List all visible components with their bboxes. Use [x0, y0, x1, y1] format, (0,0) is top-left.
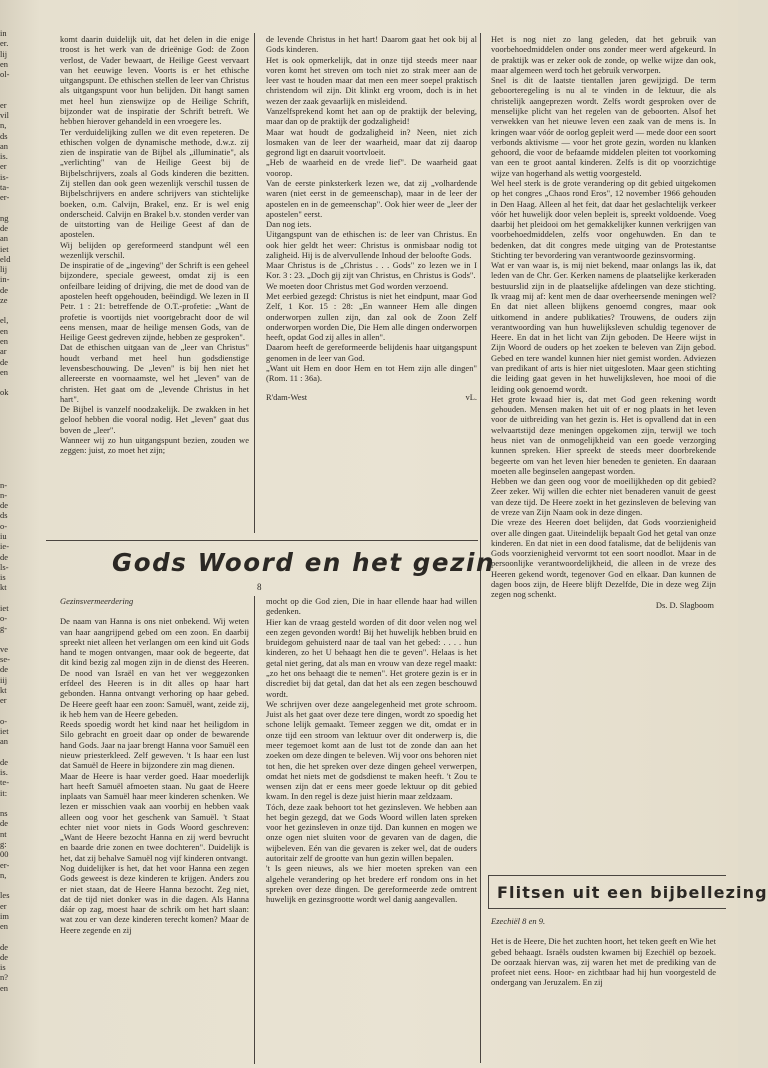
bottom-middle-paragraph: Hier kan de vraag gesteld worden of dit door velen nog wel een zegen gevonden wordt! Bij het huwelijk hebben bruid en bruidegom gehuisterd naar de taal van het gebed: . . . . hun kinderen, zo het U behaagt hen die te geven". Helaas is het getal niet gering, dat als man en vrouw van deze regel maakt: „zo het ons behaagt die te nemen". Het grotere gezin is er in discrediet bij dat getal, dan dat het als een zegen beschouwd wordt. — [266, 616, 477, 699]
margin-fragment: ls- — [0, 561, 9, 572]
margin-fragment: en — [0, 335, 9, 346]
margin-fragment: ta- — [0, 181, 10, 192]
margin-fragment: ol- — [0, 69, 10, 80]
margin-fragment: ze — [0, 294, 8, 305]
margin-fragment: n- — [0, 489, 8, 500]
top-middle-paragraph: Met eerbied gezegd: Christus is niet het eindpunt, maar God Zelf, 1 Kor. 15 : 28: „En wanneer Hem alle dingen onderworpen zullen zijn, dan zal ook de Zoon Zelf onderworpen worden Die, Die Hem alle dingen onderworpen heeft, opdat God zij alles in allen". — [266, 291, 477, 343]
right-column-paragraph: Wat er van waar is, is mij niet bekend, maar onlangs las ik, dat leden van de Chr. Ger. Kerken namens de plaatselijke kerkeraden bestuurslid zijn in de plaatselijke afdelingen van deze stichting. Ik vraag mij af: kent men de daar overheersende meningen wel? En dat niet alleen blijkens genoemd congres, maar ook uitkomend in andere publikaties? Trouwens, de ouders zijn verantwoording van hun huwelijksleven schuldig tegenover de Heere. En dat in het licht van Zijn geboden. De Heere wijst in Zijn Woord de ouders op het zoeken te beleven van Zijn gebod. Gebed en tere wandel kunnen hier niet gemist worden. Adviezen van predikant of arts is hier niet uitgesloten. Maar geen stichting die leiding gaat geven in het huwelijksleven, hoe mooi of die leiding ook genoemd wordt. — [491, 260, 716, 394]
margin-fragment: ie- — [0, 541, 10, 552]
flitsen-title: Flitsen uit een bijbellezing — [497, 883, 768, 902]
top-middle-paragraph: Het is ook opmerkelijk, dat in onze tijd steeds meer naar voren komt het streven om toch niet zo strak meer aan de leer vast te houden maar dat men een meer soepel praktisch christendom wil zijn. Dit klinkt erg vroom, doch is in het wezen der zaak gevaarlijk en misleidend. — [266, 54, 477, 106]
top-middle-paragraph: „Heb de waarheid en de vrede lief". De waarheid gaat voorop. — [266, 157, 477, 178]
margin-fragment: les — [0, 890, 10, 901]
section-rule — [46, 540, 478, 541]
margin-fragment: de — [0, 941, 9, 952]
margin-fragment: de — [0, 223, 9, 234]
margin-fragment — [0, 706, 16, 716]
margin-fragment: eld — [0, 253, 11, 264]
section-label: Gezinsvermeerdering — [60, 596, 134, 606]
margin-fragment: ds — [0, 130, 8, 141]
top-middle-paragraph: Uitgangspunt van de ethischen is: de leer van Christus. En ook hier geldt het weer: Christus is onmisbaar nodig tot zaligheid. Hij is de alvervullende Inhoud der beloofte Gods. — [266, 229, 477, 260]
margin-fragment: ns — [0, 808, 8, 819]
top-middle-paragraph: „Want uit Hem en door Hem en tot Hem zijn alle dingen" (Rom. 11 : 36a). — [266, 363, 477, 384]
right-column-paragraph: Hebben we dan geen oog voor de moeilijkheden op dit gebied? Zeer zeker. Wij willen die echter niet benaderen vanuit de geest van deze tijd. De Heere zoekt in het gezinsleven de beleving van de vreze van Zijn Naam ook in deze dingen. — [491, 476, 716, 517]
margin-fragment: n? — [0, 972, 9, 983]
top-middle-paragraph: Maar Christus is de „Christus . . . Gods" zo lezen we in I Kor. 3 : 23. „Doch gij zijt van Christus, en Christus is Gods". — [266, 260, 477, 281]
bottom-middle-paragraph: 't Is geen nieuws, als we hier moeten spreken van een algehele verandering op het bredere erf rondom ons in het spreken over deze dingen. De gereformeerde zede omtrent huwelijk en gezinsgrootte wordt wel danig aangevallen. — [266, 863, 477, 905]
margin-fragment: en — [0, 921, 9, 932]
margin-fragment — [0, 408, 16, 418]
top-middle-paragraph: We moeten door Christus met God worden verzoend. — [266, 280, 449, 291]
margin-fragment — [0, 880, 16, 890]
left-margin-fragments — [0, 28, 16, 1068]
margin-fragment: im — [0, 910, 10, 921]
margin-fragment: g: — [0, 838, 7, 849]
margin-fragment: de — [0, 284, 9, 295]
margin-fragment: er — [0, 161, 7, 172]
top-middle-column — [266, 34, 477, 536]
bottom-left-paragraph: Reeds spoedig wordt het kind naar het heiligdom in Silo gebracht en groeit daar op onder de bewarende hand Gods. Jaar na jaar brengt Hanna voor Samuël een nieuw priesterkleed. Zelf geweven. 't Is haar een lust dat Samuël de Heere in bijzondere zin mag dienen. — [60, 719, 249, 771]
margin-fragment — [0, 398, 16, 408]
margin-fragment: er — [0, 695, 7, 706]
margin-fragment — [0, 593, 16, 603]
margin-fragment: an — [0, 233, 9, 244]
margin-fragment: ar — [0, 346, 7, 357]
margin-fragment: it: — [0, 787, 8, 798]
margin-fragment: ds — [0, 510, 8, 521]
top-middle-paragraph: Daarom heeft de gereformeerde belijdenis haar uitgangspunt genomen in de leer van God. — [266, 342, 477, 363]
section-title: Gods Woord en het gezin — [112, 548, 496, 577]
margin-fragment — [0, 931, 16, 941]
margin-fragment: in- — [0, 274, 10, 285]
margin-fragment — [0, 203, 16, 213]
right-column-paragraph: Snel is dit de laatste tientallen jaren gewijzigd. De term geboorteregeling is nu al te vinden in de lektuur, die als christelijk aangeprezen wordt. Zelfs wordt gesproken over de menselijke plicht van het regelen van de geboorten. Alsof het verwekken van het nieuwe leven een zaak van de mens is. In kringen waar vóór de oorlog gepleit werd — mede door een soort verbonds aktivisme — voor het grote gezin, worden nu klanken gehoord, die voor de befaamde middelen pleiten tot voorkoming van een te groot aantal kinderen. Zelfs is dit op voorzichtige wijze van hogerhand als wettig voorgesteld. — [491, 75, 716, 178]
margin-fragment: is — [0, 572, 6, 583]
margin-fragment — [0, 469, 16, 479]
top-left-column — [60, 34, 249, 536]
top-middle-paragraph: Maar wat houdt de godzaligheid in? Neen, niet zich losmaken van de leer der waarheid, maar dat zij daarop gegrond ligt en daaruit voortvloeit. — [266, 126, 477, 158]
margin-fragment: se- — [0, 654, 10, 665]
top-middle-paragraph: Van de eerste pinksterkerk lezen we, dat zij „volhardende waren (niet eerst in de gemeenschap), maar in de leer der apostelen en in de gemeenschap". Ook hier weer de „leer der apostelen" eerst. — [266, 177, 477, 219]
top-left-paragraph: Ter verduidelijking zullen we dit even repeteren. De ethischen volgen de dynamische methode, d.w.z. zij zien de inspiratie van de Bijbel als „illuminatie", als „verlichting" van de Heilige Geest bij de Bijbelschrijvers, zoals al Gods kinderen die bezitten. Zij stellen dan ook geen wezenlijk verschil tussen de Bijbelschrijvers en andere schrijvers van stichtelijke boeken, o.m. Calvijn, Brakel, enz. Er is wel enig onderscheid. Calvijn en Brakel b.v. stonden verder van de uitstorting van de Heilige Geest af dan de apostelen. — [60, 126, 249, 240]
bottom-left-paragraph: Nog duidelijker is het, dat het voor Hanna een zegen Gods geweest is deze kinderen te krijgen. Anders zou er niet staan, dat de Heere Hanna bezocht. Zeg niet, dat de tijd niet donker was in die dagen. Als Hanna dáár op zag, moest haar de schrik om het hart slaan: wat zou er van deze kinderen terecht komen? Maar de Heere zegende en zij — [60, 863, 249, 935]
margin-fragment: ng — [0, 212, 9, 223]
margin-fragment: iet — [0, 602, 9, 613]
margin-fragment: er. — [0, 38, 9, 49]
margin-fragment — [0, 79, 16, 89]
margin-fragment: is- — [0, 171, 9, 182]
column-divider-top-1 — [254, 33, 255, 533]
margin-fragment: en — [0, 325, 9, 336]
margin-fragment: n, — [0, 120, 7, 131]
margin-fragment: an — [0, 140, 9, 151]
margin-fragment: de — [0, 356, 9, 367]
bottom-middle-paragraph: We schrijven over deze aangelegenheid met grote schroom. Juist als het gaat over deze tere dingen, wordt zo spoedig het schone lelijk gemaakt. Temeer zeggen we dit, omdat er in onze tijd een stroom van lektuur over dit onderwerp is, die meer tegemoet komt aan de lust tot de zonde dan aan het zoeken om deze dingen te beleven. Wij voor ons behoren niet tot hen, die het spreken over deze dingen geheel verwerpen, omdat het niets met de godsdienst te maken heeft. 't Zou te wensen zijn dat er eens meer goede lektuur op dit gebied kwam. In den regel is deze juist hierin maar zeldzaam. — [266, 698, 477, 802]
bottom-middle-paragraph: mocht op die God zien, Die in haar ellende haar had willen gedenken. — [266, 596, 477, 617]
margin-fragment: n, — [0, 869, 7, 880]
margin-fragment: is. — [0, 767, 8, 778]
margin-fragment: en — [0, 366, 9, 377]
margin-fragment: de — [0, 951, 9, 962]
margin-fragment: kt — [0, 685, 7, 695]
margin-fragment — [0, 439, 16, 449]
margin-fragment — [0, 428, 16, 438]
margin-fragment: 00 — [0, 849, 9, 860]
margin-fragment: de — [0, 664, 9, 675]
margin-fragment: lij — [0, 264, 8, 275]
right-signature: Ds. D. Slagboom — [655, 600, 714, 611]
top-left-paragraph: De inspiratie of de „ingeving" der Schrift is een geheel bijzondere, speciale geweest, omdat zij is een onfeilbare leiding of drijving, die met de dood van de apostelen heeft opgehouden, beëindigd. We lezen in II Petr. 1 : 21: betreffende de O.T.-profetie: „Want de profetie is voortijds niet voortgebracht door de wil eens mensen, maar de heilige mensen Gods, van de Heilige Geest gedreven zijnde, hebben ze gesproken". — [60, 260, 249, 343]
right-column-paragraph: Wel heel sterk is de grote verandering op dit gebied uitgekomen op het congres „Chaos rond Eros", 12 november 1966 gehouden in Den Haag. Alleen al het feit, dat daar het geslachtelijk verkeer vóór het huwelijk door velen bepleit is, spreekt voldoende. Voeg daarbij het pleidooi om het gemakkelijker kunnen verkrijgen van voorbehoedmiddelen, zelfs voor ongehuwden. En dan te bedenken, dat dit congres mede uitging van de Protestantse Stichting ter bevordering van verantwoorde gezinsvorming. — [491, 177, 716, 260]
margin-fragment — [0, 459, 16, 469]
margin-fragment: iu — [0, 531, 7, 542]
margin-fragment: iij — [0, 674, 8, 685]
bottom-left-column — [60, 596, 249, 1064]
signature-initials: vL. — [465, 391, 477, 402]
margin-fragment — [0, 90, 16, 100]
flitsen-title-box — [488, 875, 768, 909]
margin-fragment: er- — [0, 192, 10, 203]
right-column-paragraph: Het grote kwaad hier is, dat met God geen rekening wordt gehouden. Mensen maken het uit of er nog plaats in het leven voor de uitbreiding van het gezin is. Het is opvallend dat in een welvaartstijd deze meningen opgekomen zijn, terwijl we toch heus niet van de onmogelijkheid van een goede verzorging kunnen spreken. Hier spreekt de steeds meer doorbrekende begeerte om van het leven hier beneden te genieten. En daaraan moeten alle beginselen aangepast worden. — [491, 393, 716, 476]
margin-fragment: en — [0, 58, 9, 69]
margin-fragment — [0, 305, 16, 315]
column-divider-bottom-1 — [254, 596, 255, 1064]
bottom-left-paragraph: Maar de Heere is haar verder goed. Haar moederlijk hart heeft Samuël afmoeten staan. Nu gaat de Heere inplaats van Samuël haar meer kinderen schenken. We lezen er misschien vaak aan voorbij en hebben vaak alleen oog voor het geschenk van Samuël. 't Staat echter niet voor niets in Gods Woord geschreven: „Want de Heere bezocht Hanna en zij werd bevrucht en baarde drie zonen en twee dochteren". Duidelijk is het, dat zij behalve Samuël nog vijf kinderen ontvangt. — [60, 770, 249, 863]
margin-fragment: o- — [0, 715, 8, 726]
margin-fragment — [0, 747, 16, 757]
margin-fragment: iet — [0, 726, 9, 737]
margin-fragment: iet — [0, 243, 9, 254]
margin-fragment: te- — [0, 777, 10, 788]
margin-fragment: de — [0, 500, 9, 511]
margin-fragment — [0, 377, 16, 387]
right-column-paragraph: Die vreze des Heeren doet belijden, dat Gods voorzienigheid over alle dingen gaat. Uiteindelijk bepaalt God het getal van onze kinderen. En dat niet in een dood fatalisme, dat de belijdenis van Gods voorzienigheid vervormt tot een soort noodlot. Maar in de persoonlijke verantwoordelijkheid, die alleen in de vreze des Heeren gekend wordt, tegenover God en elkaar. Dan kunnen de dagen boos zijn, de Heere blijft Dezelfde, Die in deze weg Zijn zegen nog schenkt. — [491, 517, 716, 600]
margin-fragment: o- — [0, 613, 8, 624]
margin-fragment: el, — [0, 315, 9, 326]
margin-fragment: er — [0, 900, 7, 911]
margin-fragment: er — [0, 99, 7, 110]
signature-place: R'dam-West — [266, 391, 308, 402]
top-left-paragraph: Wij belijden op gereformeerd standpunt wél een wezenlijk verschil. — [60, 239, 249, 260]
margin-fragment: en — [0, 982, 9, 993]
top-middle-paragraph: de levende Christus in het hart! Daarom gaat het ook bij al Gods kinderen. — [266, 34, 477, 55]
top-signature-row — [266, 392, 477, 402]
top-left-paragraph: Dat de ethischen uitgaan van de „leer van Christus" houdt verband met heel hun godsdienstige levensbeschouwing. De „leven" is bij hen niet het allereerste en voornaamste, wel het „leven" van de christen. Het gaat om de „levende Christus in het hart". — [60, 342, 249, 404]
margin-fragment: de — [0, 818, 9, 829]
margin-fragment: vil — [0, 110, 10, 121]
bottom-middle-column — [266, 596, 477, 1064]
margin-fragment — [0, 418, 16, 428]
right-column-paragraph: Het is nog niet zo lang geleden, dat het gebruik van voorbehoedmiddelen onder ons zonder meer werd afgekeurd. In de praktijk was er zeker ook de zonde, op welke wijze dan ook, maar algemeen werd toch het gebruik verworpen. — [491, 34, 716, 75]
top-left-paragraph: De Bijbel is vanzelf noodzakelijk. De zwakken in het geloof hebben die vooral nodig. Het „leven" gaat dus boven de „leer". — [60, 404, 249, 435]
top-left-paragraph: komt daarin duidelijk uit, dat het delen in die enige troost is het werk van de drieënige God: de Zoon verlost, de Vader bewaart, de Heilige Geest vervaart van het eeuwige leven. Voorts is er het ethische uitgangspunt. De ethischen stellen de leer van Christus als uitgangspunt voor hun belijden. Dit hangt samen met heel hun zienswijze op de Heilige Schrift, bijzonder wat de inspiratie der Schrift betreft. We hebben hierover gehandeld in een vroegere les. — [60, 34, 249, 127]
margin-fragment: in — [0, 28, 7, 38]
flitsen-reference: Ezechiël 8 en 9. — [491, 916, 546, 926]
top-middle-paragraph: Dan nog iets. — [266, 219, 312, 230]
margin-fragment: nt — [0, 828, 7, 839]
margin-fragment: ok — [0, 387, 9, 398]
margin-fragment: lij — [0, 48, 8, 59]
margin-fragment: an — [0, 736, 9, 747]
margin-fragment: n- — [0, 479, 8, 490]
margin-fragment: er- — [0, 859, 10, 870]
margin-fragment — [0, 449, 16, 459]
top-left-paragraph: Wanneer wij zo hun uitgangspunt bezien, zouden we zeggen: juist, zo moet het zijn; — [60, 434, 249, 456]
page-number: 8 — [257, 582, 262, 592]
top-middle-paragraph: Vanzelfsprekend komt het aan op de praktijk der beleving, maar dan op de praktijk der godzaligheid! — [266, 105, 477, 127]
bottom-left-paragraph: De naam van Hanna is ons niet onbekend. Wij weten van haar aangrijpend gebed om een zoon. En daarbij spreekt niet alleen het verlangen om een kind uit Gods hand te mogen ontvangen, maar ook de begeerte, dat dit kind bezig zal mogen zijn in de dienst des Heeren. De nood van Israël en van het ver weggezonken erfdeel des Heeren is in dit alles op haar hart gebonden. Hanna ontvangt verhoring op haar gebed. De Heere geeft haar een zoon: Samuël, want, zeide zij, ik heb hem van de Heere gebeden. — [60, 616, 249, 719]
margin-fragment — [0, 798, 16, 808]
margin-fragment: is. — [0, 151, 8, 162]
margin-fragment: g- — [0, 623, 8, 634]
margin-fragment: de — [0, 756, 9, 767]
flitsen-paragraph: Het is de Heere, Die het zuchten hoort, het teken geeft en Wie het gebed behaagt. Israëls oudsten kwamen bij Ezechiël op bezoek. De oorzaak hiervan was, zij waren het met de prediking van de profeet niet eens. Hoor- en zichtbaar had hij hun voorgesteld de ondergang van Jeruzalem. En zij — [491, 936, 716, 988]
margin-fragment: ve — [0, 643, 9, 654]
margin-fragment: kt — [0, 582, 7, 593]
bottom-middle-paragraph: Tóch, deze zaak behoort tot het gezinsleven. We hebben aan het begin gezegd, dat we Gods Woord willen laten spreken voor het gezinsleven in onze tijd. Dan kunnen en mogen we onze ogen niet sluiten voor de gevaren van de dagen, die wijbeleven. Eén van die gevaren is zeker wel, dat de ouders autoritair zelf de grootte van hun gezin willen bepalen. — [266, 801, 477, 864]
margin-fragment: o- — [0, 520, 8, 531]
margin-fragment — [0, 634, 16, 644]
margin-fragment: is — [0, 962, 6, 973]
flitsen-column — [491, 916, 716, 1064]
right-column — [491, 34, 716, 872]
margin-fragment: de — [0, 551, 9, 562]
